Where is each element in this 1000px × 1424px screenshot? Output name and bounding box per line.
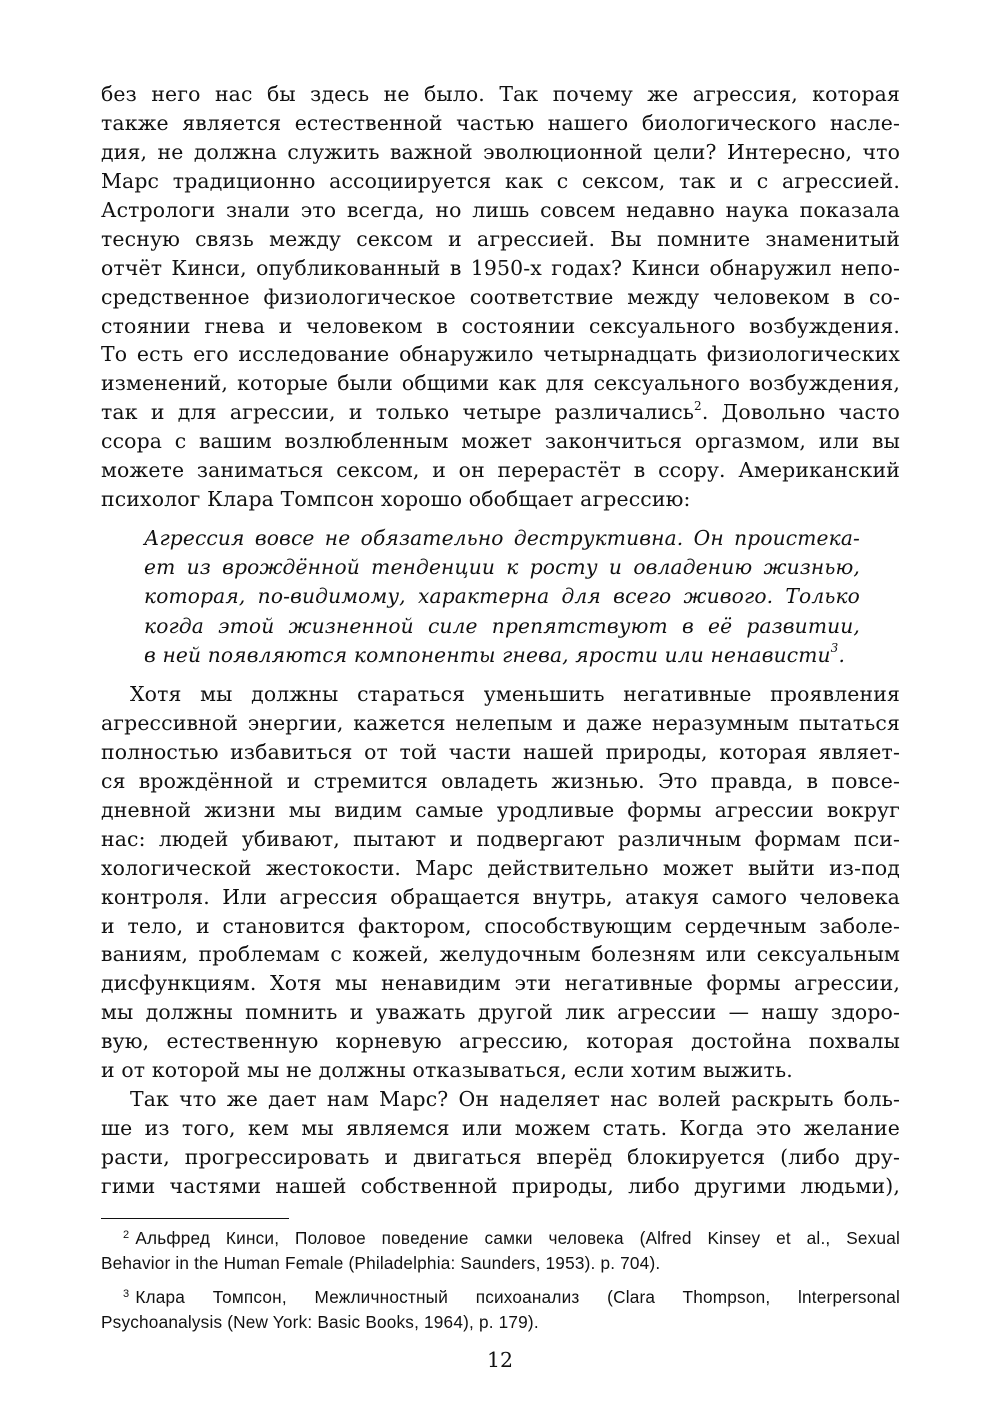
text-line: нас: людей убивают, пытают и подвергают различным формам пси- — [101, 826, 900, 851]
footnote-number: 2 — [123, 1229, 130, 1241]
text-line: и тело, и становится фактором, способствующим сердечным заболе- — [101, 913, 900, 938]
text-line: Так что же дает нам Марс? Он наделяет нас волей раскрыть боль- — [130, 1087, 900, 1112]
text-line: Астрологи знали это всегда, но лишь совсем недавно наука показала — [101, 197, 900, 222]
text-line: без него нас бы здесь не было. Так почему же агрессия, которая — [101, 82, 900, 106]
text-line: дия, не должна служить важной эволюционной цели? Интересно, что — [101, 139, 900, 164]
text-line: дневной жизни мы видим самые уродливые формы агрессии вокруг — [101, 797, 900, 822]
text-fragment: в ней появляются компоненты гнева, ярости или ненависти — [144, 642, 831, 667]
text-fragment: . Довольно часто — [701, 400, 900, 425]
text-line: и от которой мы не должны отказываться, если хотим выжить. — [101, 1058, 793, 1083]
footnote-line — [101, 1226, 900, 1251]
paragraph-2 — [101, 680, 900, 1085]
text-line — [101, 398, 900, 427]
quote-line: ет из врождённой тенденции к росту и овладению жизнью, — [144, 555, 860, 580]
text-fragment: . — [838, 642, 846, 667]
text-line: тесную связь между сексом и агрессией. Вы помните знаменитый — [101, 226, 900, 251]
footnote-line: Behavior in the Human Female (Philadelphia: Saunders, 1953). p. 704). — [101, 1252, 661, 1273]
footnote-ref-2[interactable]: 2 — [694, 398, 702, 413]
text-fragment: Альфред Кинси, Половое поведение самки человека (Alfred Kinsey et al., Sexual — [135, 1228, 900, 1248]
footnote-number: 3 — [123, 1288, 130, 1300]
text-line: мы должны помнить и уважать другой лик агрессии — нашу здоро- — [101, 1000, 900, 1025]
text-fragment: так и для агрессии, и только четыре различались — [101, 400, 695, 425]
text-line: гими частями нашей собственной природы, либо другими людьми), — [101, 1173, 900, 1198]
footnote-line — [101, 1285, 900, 1310]
text-line: ссора с вашим возлюбленным может закончиться оргазмом, или вы — [101, 429, 900, 454]
text-line: хологической жестокости. Марс действительно может выйти из-под — [101, 855, 900, 880]
paragraph-1 — [101, 80, 900, 514]
text-line: расти, прогрессировать и двигаться вперёд блокируется (либо дру- — [101, 1145, 900, 1169]
text-line: ше из того, кем мы являемся или можем стать. Когда это желание — [101, 1116, 900, 1141]
footnote-separator — [101, 1218, 289, 1219]
footnote-2 — [101, 1226, 900, 1275]
text-line: ся врождённой и стремится овладеть жизнью. Это правда, в повсе- — [101, 768, 900, 793]
footnote-gap — [101, 1275, 900, 1285]
text-line: То есть его исследование обнаружило четырнадцать физиологических — [101, 342, 900, 367]
text-line: Марс традиционно ассоциируется как с сексом, так и с агрессией. — [101, 168, 900, 193]
quote-line: которая, по-видимому, характерна для всего живого. Только — [144, 584, 860, 609]
text-line: стоянии гнева и человеком в состоянии сексуального возбуждения. — [101, 313, 900, 338]
text-line: агрессивной энергии, кажется нелепым и даже неразумным пытаться — [101, 710, 900, 735]
text-line: дисфункциям. Хотя мы ненавидим эти негативные формы агрессии, — [101, 971, 900, 996]
page-body — [101, 80, 900, 1201]
quote-line — [144, 641, 860, 670]
footnote-line: Psychoanalysis (New York: Basic Books, 1964), p. 179). — [101, 1311, 539, 1332]
text-line: можете заниматься сексом, и он перерастёт в ссору. Американский — [101, 458, 900, 483]
block-quote — [101, 524, 900, 670]
footnote-ref-3[interactable]: 3 — [830, 641, 839, 656]
footnote-3 — [101, 1285, 900, 1334]
text-line: изменений, которые были общими как для сексуального возбуждения, — [101, 371, 900, 396]
quote-line: когда этой жизненной силе препятствуют в её развитии, — [144, 613, 860, 638]
text-line: также является естественной частью нашего биологического насле- — [101, 110, 900, 135]
paragraph-3 — [101, 1085, 900, 1201]
text-line: средственное физиологическое соответствие между человеком в со- — [101, 284, 900, 309]
text-line: психолог Клара Томпсон хорошо обобщает агрессию: — [101, 487, 691, 512]
quote-line: Агрессия вовсе не обязательно деструктивна. Он проистека- — [144, 526, 860, 551]
text-line: ваниям, проблемам с кожей, желудочным болезням или сексуальным — [101, 942, 900, 967]
text-line: отчёт Кинси, опубликованный в 1950-х годах? Кинси обнаружил непо- — [101, 255, 900, 280]
text-line: полностью избавиться от той части нашей природы, которая являет- — [101, 739, 900, 764]
text-line: контроля. Или агрессия обращается внутрь, атакуя самого человека — [101, 884, 900, 909]
text-line: Хотя мы должны стараться уменьшить негативные проявления — [130, 682, 900, 706]
page-number: 12 — [486, 1348, 514, 1372]
text-fragment: Клара Томпсон, Межличностный психоанализ (Clara Thompson, lnterpersonal — [135, 1287, 900, 1307]
text-line: вую, естественную корневую агрессию, которая достойна похвалы — [101, 1029, 900, 1054]
footnotes — [101, 1226, 900, 1334]
